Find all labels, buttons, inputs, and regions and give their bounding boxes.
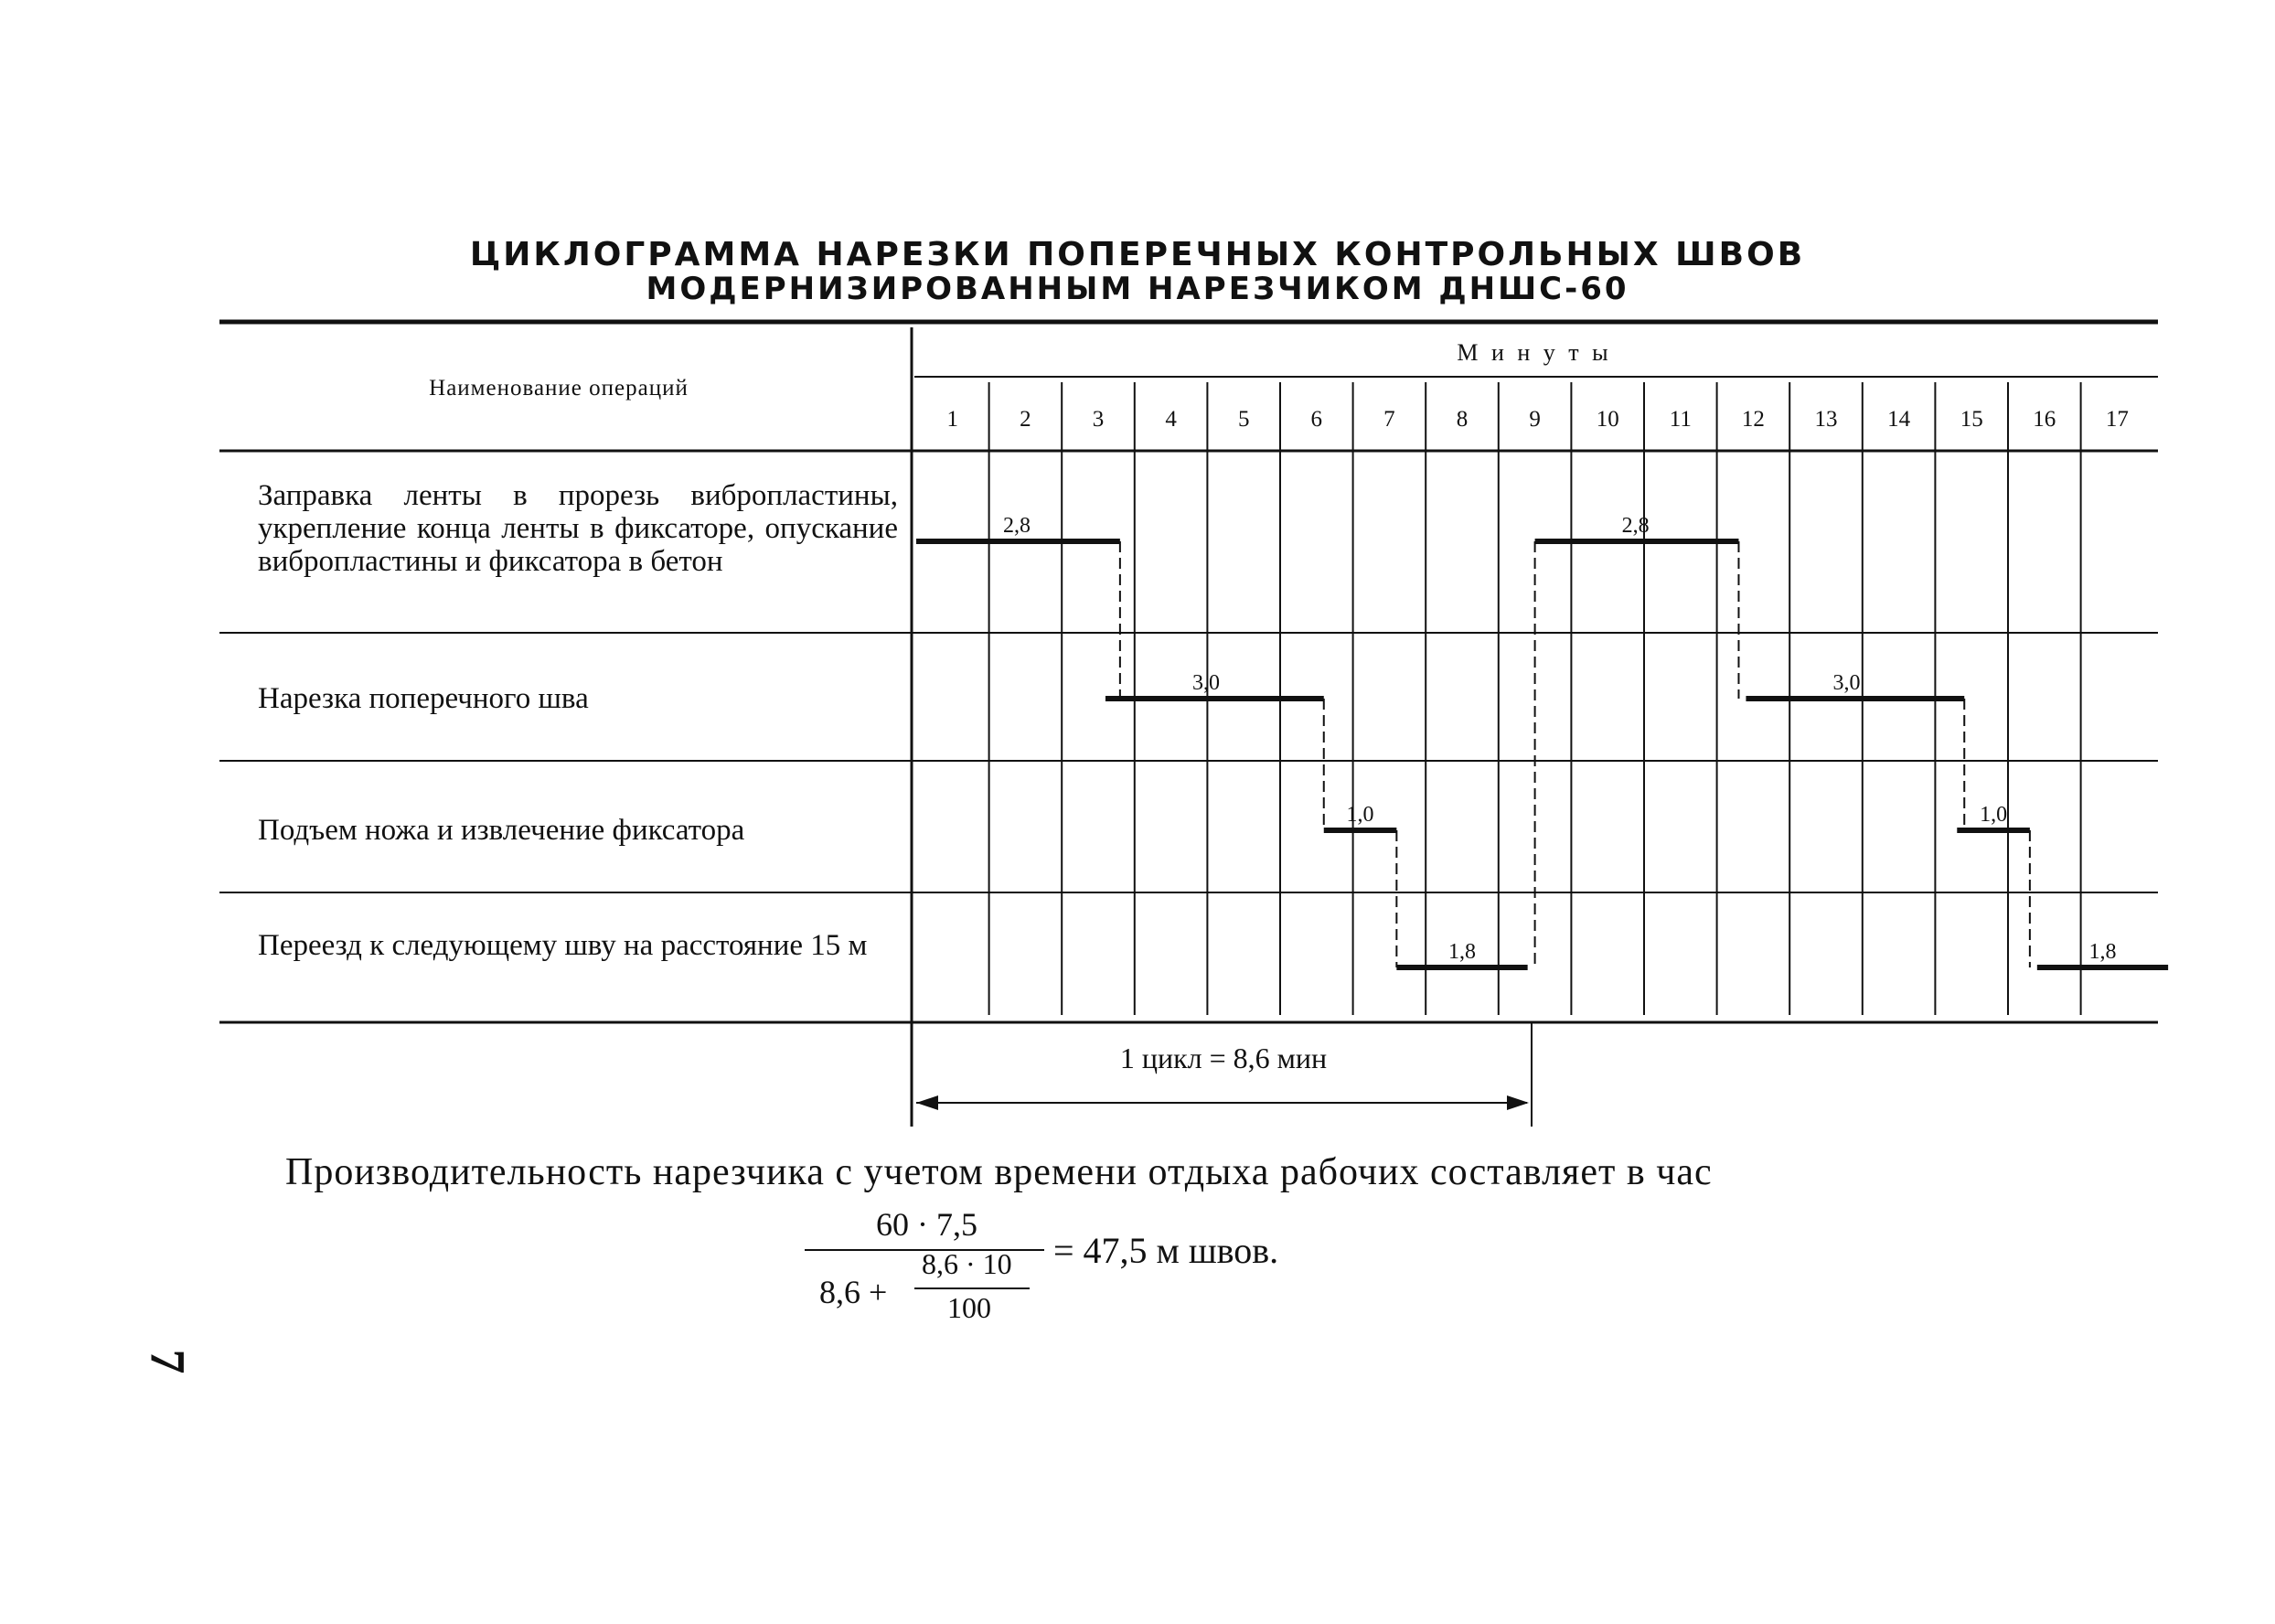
minute-label: 13 (1814, 407, 1838, 432)
minute-label: 16 (2033, 407, 2056, 432)
minute-label: 3 (1092, 407, 1105, 432)
bar-duration-label: 1,0 (1346, 803, 1374, 827)
page-number: 7 (140, 1349, 196, 1374)
formula-inner-bar (914, 1287, 1030, 1289)
minute-label: 1 (946, 407, 959, 432)
formula-denominator-left: 8,6 + (819, 1274, 888, 1310)
formula-inner-numerator: 8,6 · 10 (922, 1247, 1012, 1280)
operations-header: Наименование операций (429, 376, 689, 401)
operation-bars (916, 514, 2168, 967)
title-line-1: ЦИКЛОГРАММА НАРЕЗКИ ПОПЕРЕЧНЫХ КОНТРОЛЬНЫХ ШВОВ (469, 236, 1806, 273)
minute-label: 12 (1741, 407, 1765, 432)
bar-duration-label: 2,8 (1003, 514, 1031, 538)
bar-duration-label: 1,8 (1448, 940, 1476, 964)
minute-label: 6 (1310, 407, 1323, 432)
cycle-arrow-right-icon (1507, 1095, 1529, 1110)
minute-label: 17 (2105, 407, 2129, 432)
bar-duration-label: 3,0 (1832, 671, 1861, 695)
formula-inner-denominator: 100 (947, 1291, 991, 1324)
operation-name-4: Переезд к следующему шву на расстояние 15 м (258, 929, 868, 962)
operation-name-3: Подъем ножа и извлечение фиксатора (258, 814, 745, 847)
title-line-2: МОДЕРНИЗИРОВАННЫМ НАРЕЗЧИКОМ ДНШС-60 (646, 271, 1629, 307)
minutes-header: М и н у т ы (1457, 339, 1612, 366)
minute-label: 14 (1887, 407, 1911, 432)
minute-label: 11 (1669, 407, 1692, 432)
formula-numerator: 60 · 7,5 (876, 1206, 977, 1243)
minute-label: 15 (1960, 407, 1983, 432)
cycle-arrow-left-icon (916, 1095, 938, 1110)
minute-label: 8 (1456, 407, 1469, 432)
minute-label: 9 (1529, 407, 1541, 432)
minute-label: 4 (1165, 407, 1177, 432)
cycle-label: 1 цикл = 8,6 мин (1119, 1042, 1328, 1074)
bar-duration-label: 1,0 (1980, 803, 2008, 827)
bar-duration-label: 1,8 (2088, 940, 2117, 964)
bar-duration-label: 2,8 (1621, 514, 1650, 538)
productivity-text: Производительность нарезчика с учетом времени отдыха рабочих составляет в час (285, 1151, 1713, 1193)
formula-result: = 47,5 м швов. (1053, 1230, 1279, 1271)
minute-label: 5 (1237, 407, 1250, 432)
operation-name-1: Заправка ленты в прорезь вибропластины, укрепление конца ленты в фиксаторе, опускание вибропластины и фиксатора в бетон (258, 479, 898, 578)
minute-label: 2 (1020, 407, 1031, 432)
bar-duration-label: 3,0 (1191, 671, 1220, 695)
minute-label: 7 (1383, 407, 1395, 432)
operation-name-2: Нарезка поперечного шва (258, 682, 589, 715)
minute-labels (947, 407, 2129, 432)
minute-label: 10 (1596, 407, 1619, 432)
